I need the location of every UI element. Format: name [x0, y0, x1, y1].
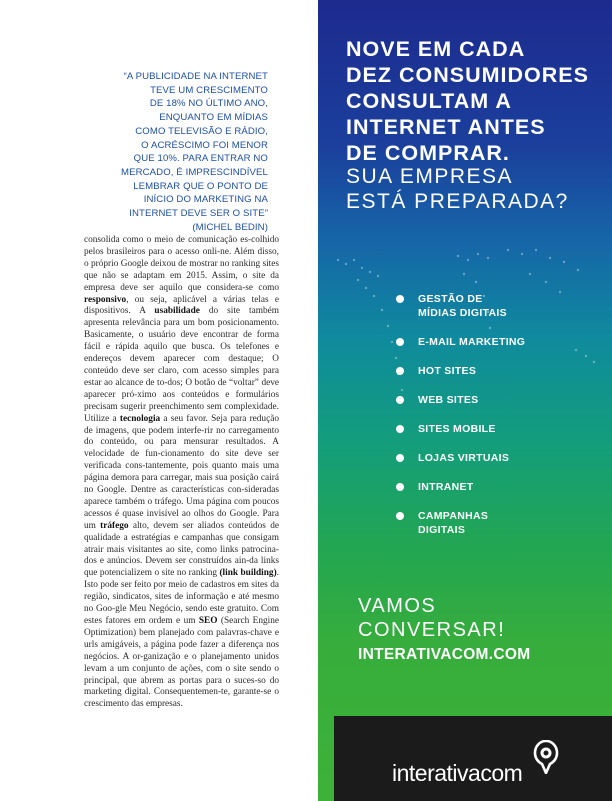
quote-line: INÍCIO DO MARKETING NA [143, 194, 268, 206]
subhead-line: SUA EMPRESA [346, 165, 514, 188]
service-label: LOJAS VIRTUAIS [418, 452, 510, 464]
body-text: . Isto pode ser feito por meio de cadastros em sites da região, sindicatos, sites de informação e até mesmo no Goo-gle Meu Negócio, sendo este gratuito. Com estes fatores em ordem e um [84, 568, 279, 626]
bullet-icon [396, 425, 404, 433]
quote-line: DE 18% NO ÚLTIMO ANO, [149, 98, 268, 110]
brand-logo-text: interativacom [392, 760, 523, 786]
service-item-intranet [396, 480, 596, 494]
quote-line: TEVE UM CRESCIMENTO [150, 84, 268, 96]
service-item-email [396, 335, 596, 349]
headline-line: DEZ CONSUMIDORES [346, 63, 589, 87]
quote-line: MERCADO, É IMPRESCINDÍVEL [121, 166, 268, 178]
service-item-lojas [396, 451, 596, 465]
headline-line: INTERNET ANTES [346, 115, 546, 139]
cta-line: CONVERSAR! [358, 619, 506, 641]
bullet-icon [396, 483, 404, 491]
service-label: DIGITAIS [418, 524, 466, 536]
keyword-seo: SEO [198, 616, 218, 626]
headline-line: CONSULTAM A [346, 89, 512, 113]
service-label: INTRANET [418, 481, 474, 493]
service-item-mobile [396, 422, 596, 436]
bullet-icon [396, 512, 404, 520]
quote-line: “A PUBLICIDADE NA INTERNET [123, 71, 268, 82]
website-link[interactable]: INTERATIVACOM.COM [358, 646, 531, 663]
body-text: consolida como o meio de comunicação es-colhido pelos brasileiros para o acesso onli-ne. Além disso, o próprio Google deixou de mostrar no ranking sites que não se adaptam em 2015. Assim, o site da empresa deve ser aquilo que considera-se como [84, 235, 279, 293]
service-item-hot-sites [396, 364, 596, 378]
keyword-link-building: (link building) [219, 568, 277, 579]
services-list [396, 292, 596, 552]
keyword-responsivo: responsivo [84, 294, 127, 305]
bullet-icon [396, 295, 404, 303]
quote-author: (MICHEL BEDIN) [192, 221, 268, 233]
bullet-icon [396, 396, 404, 404]
service-label: CAMPANHAS [418, 510, 489, 522]
body-text: , ou seja, aplicável a várias telas e dispositivos. A [84, 294, 279, 317]
cta-line: VAMOS [358, 595, 437, 617]
service-label: E-MAIL MARKETING [418, 336, 526, 348]
headline-line: DE COMPRAR. [346, 141, 510, 165]
headline-line: NOVE EM CADA [346, 37, 526, 61]
subhead-line: ESTÁ PREPARADA? [346, 190, 569, 213]
keyword-usabilidade: usabilidade [154, 306, 200, 317]
quote-line: O ACRÉSCIMO FOI MENOR [141, 139, 268, 151]
keyword-trafego: tráfego [100, 520, 129, 531]
article-body [84, 235, 279, 711]
service-item-web-sites [396, 393, 596, 407]
logo-bar [334, 716, 612, 801]
body-text: a seu favor. Seja para redução de imagens, que podem interfe-rir no carregamento do conteúdo, ou para mensurar resultados. A velocidade de fun-cionamento do site deve ser verificada cons-tantemente, pois quanto mais uma página demora para carregar, mais sua posição cairá no Google. Dentre as características con-sideradas aparece também o tráfego. Uma página com poucos acessos é quase invisível ao olhos do Google. Para um [84, 413, 279, 531]
quote-line: INTERNET DEVE SER O SITE” [129, 208, 268, 220]
service-label: MÍDIAS DIGITAIS [418, 307, 507, 319]
service-label: SITES MOBILE [418, 423, 496, 435]
service-item-campanhas [396, 509, 596, 537]
bullet-icon [396, 338, 404, 346]
quote-line: LEMBRAR QUE O PONTO DE [133, 180, 268, 192]
quote-line: ENQUANTO EM MÍDIAS [159, 112, 268, 124]
cta-text [358, 594, 608, 642]
body-text: (Search Engine Optimization) bem planejado com palavras-chave e urls amigáveis, a página pode fazer a diferença nos negócios. A or-ganização e o planejamento unidos levam a um conjunto de ações, com o site sendo o principal, que abrem as portas para o suces-so do marketing digital. Consequentemen-te, garante-se o crescimento das empresas. [84, 616, 280, 710]
ad-panel [318, 0, 612, 801]
bullet-icon [396, 367, 404, 375]
eye-logo-icon [532, 740, 560, 774]
body-text: alto, devem ser aliados conteúdos de qualidade a estratégias e campanhas que consigam atrair mais visitantes ao site, como links patrocina-dos e anúncios. Devem ser construídos ain-da links que potencializem o site no ranking [84, 520, 279, 579]
service-item-midias [396, 292, 596, 320]
service-label: WEB SITES [418, 394, 479, 406]
ad-headline [346, 36, 606, 166]
keyword-tecnologia: tecnologia [119, 413, 161, 424]
bullet-icon [396, 454, 404, 462]
service-label: HOT SITES [418, 365, 477, 377]
body-text: do site também apresenta relevância para um bom posicionamento. Basicamente, o usuário deve encontrar de forma fácil e rápida aquilo que busca. Os telefones e endereços devem aparecer com destaque; O conteúdo deve ser claro, com acesso simples para estar ao alcance de to-dos; O botão de “voltar” deve aparecer pró-ximo aos conteúdos e formulários precisam sugerir preenchimento sem complexidade. Utilize a [84, 306, 279, 424]
quote-line: COMO TELEVISÃO E RÁDIO, [135, 125, 268, 137]
pull-quote [82, 70, 268, 234]
quote-line: QUE 10%. PARA ENTRAR NO [133, 153, 268, 165]
service-label: GESTÃO DE [418, 293, 483, 305]
ad-subhead [346, 164, 606, 214]
